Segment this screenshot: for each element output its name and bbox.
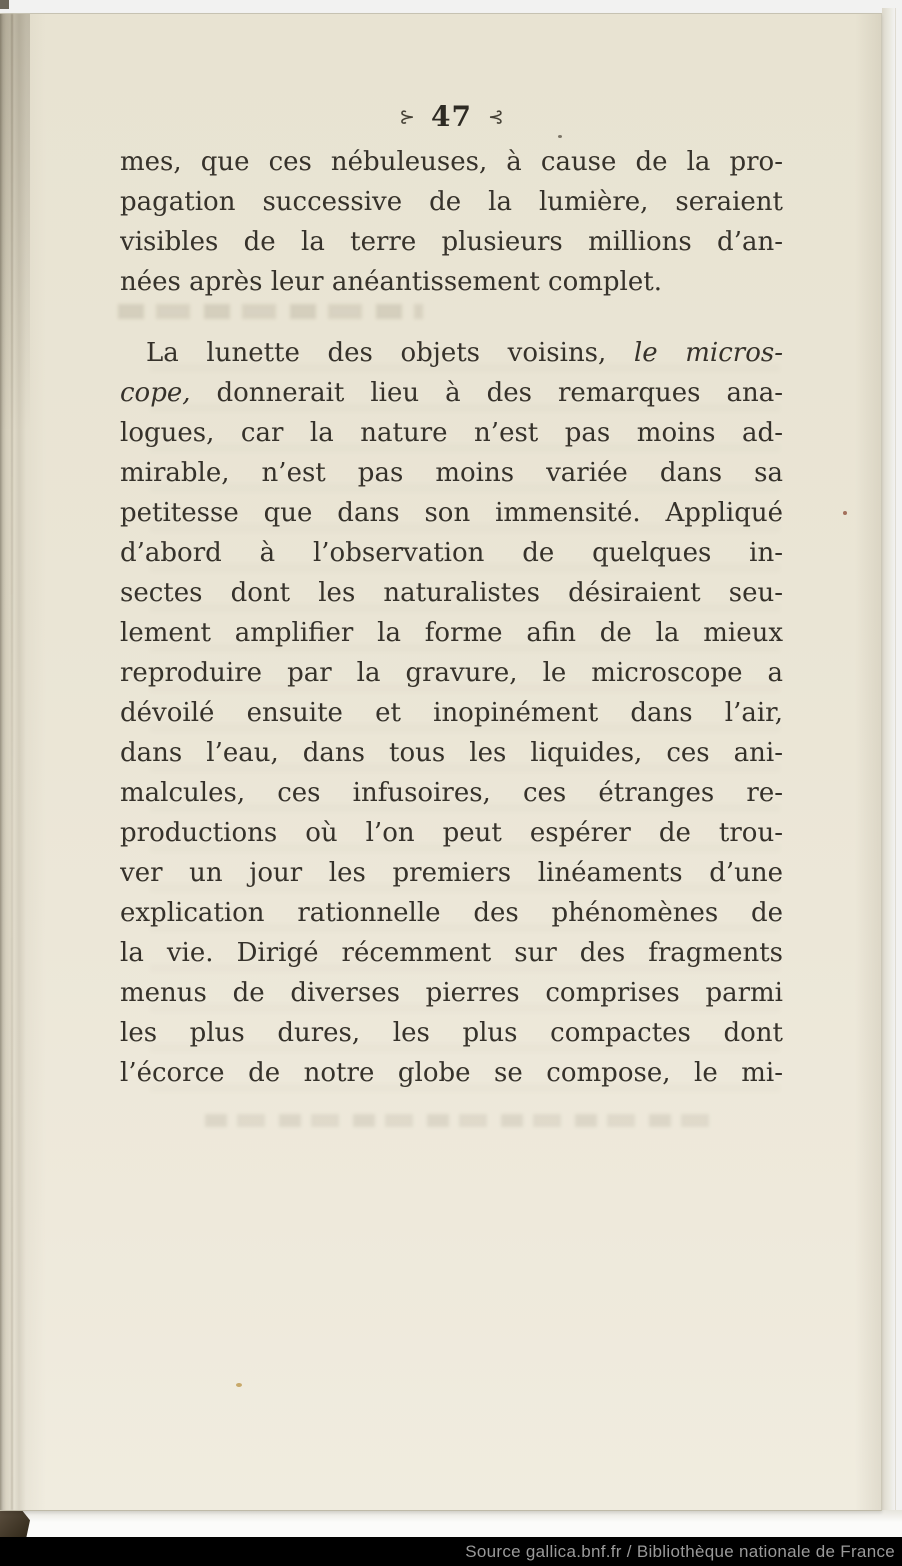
text-line: malcules, ces infusoires, ces étranges re- (120, 778, 783, 808)
bleedthrough-ghost-column (150, 344, 780, 1114)
text-line: dans l’eau, dans tous les liquides, ces ani- (120, 738, 783, 768)
text-line: dévoilé ensuite et inopinément dans l’air, (120, 698, 783, 728)
text-line: nées après leur anéantissement complet. (120, 267, 662, 297)
source-label: Source gallica.bnf.fr / Bibliothèque nationale de France (465, 1541, 895, 1561)
page-header (120, 100, 783, 133)
text-line: lement amplifier la forme afin de la mieux (120, 618, 783, 648)
source-bar (0, 1537, 902, 1566)
text-line: visibles de la terre plusieurs millions d’an- (120, 227, 783, 257)
header-ornament-left-icon: ⊱ (399, 106, 416, 128)
header-ornament-right-icon: ⊰ (487, 106, 504, 128)
paragraph (120, 142, 783, 302)
binding-corner-top (0, 0, 9, 9)
text-line: cope, donnerait lieu à des remarques ana- (120, 378, 783, 408)
gutter-crease (11, 14, 13, 1510)
text-line: explication rationnelle des phénomènes de (120, 898, 783, 928)
text-line: mirable, n’est pas moins variée dans sa (120, 458, 783, 488)
text-line: la vie. Dirigé récemment sur des fragments (120, 938, 783, 968)
bleedthrough-ghost-line (118, 304, 423, 319)
text-line: mes, que ces nébuleuses, à cause de la pro- (120, 147, 783, 177)
text-line: les plus dures, les plus compactes dont (120, 1018, 783, 1048)
text-line: petitesse que dans son immensité. Appliqué (120, 498, 783, 528)
text-line: d’abord à l’observation de quelques in- (120, 538, 783, 568)
text-line: l’écorce de notre globe se compose, le mi- (120, 1058, 783, 1088)
text-line: reproduire par la gravure, le microscope a (120, 658, 783, 688)
text-line: productions où l’on peut espérer de trou- (120, 818, 783, 848)
text-line: La lunette des objets voisins, le micros- (146, 338, 783, 368)
text-line: sectes dont les naturalistes désiraient seu- (120, 578, 783, 608)
paper-speck (843, 511, 847, 515)
text-line: pagation successive de la lumière, seraient (120, 187, 783, 217)
text-line: menus de diverses pierres comprises parmi (120, 978, 783, 1008)
book-page (0, 13, 882, 1511)
paper-speck (558, 135, 562, 138)
text-line: logues, car la nature n’est pas moins ad- (120, 418, 783, 448)
paper-speck (236, 1383, 242, 1387)
stacked-pages-edge (882, 8, 896, 1524)
bleedthrough-ghost-footnote (205, 1114, 710, 1127)
page-right-shade (855, 14, 881, 1510)
page-number: 47 (431, 100, 472, 133)
scan-bottom-strip (0, 1510, 902, 1537)
text-line: ver un jour les premiers linéaments d’une (120, 858, 783, 888)
gutter-top-shade (0, 14, 30, 434)
